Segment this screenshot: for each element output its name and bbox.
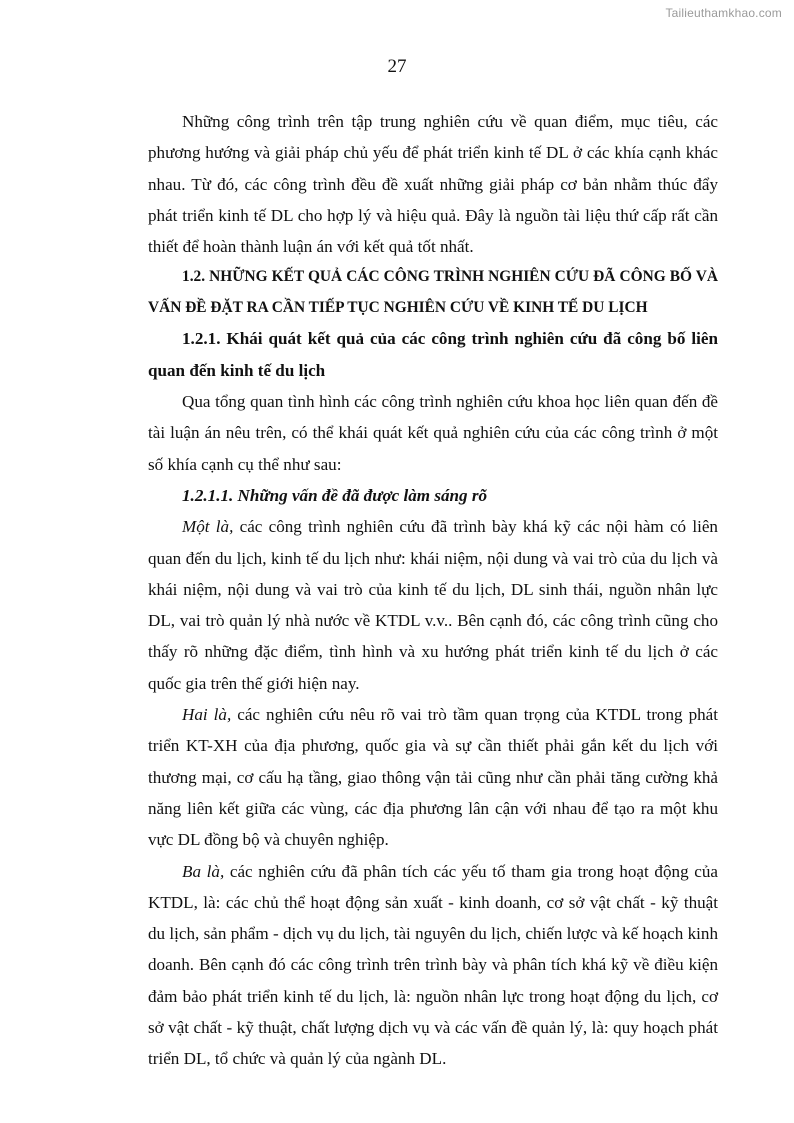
section-heading: 1.2. NHỮNG KẾT QUẢ CÁC CÔNG TRÌNH NGHIÊN CỨU ĐÃ CÔNG BỐ VÀ VẤN ĐỀ ĐẶT RA CẦN TIẾP TỤC NGHIÊN CỨU VỀ KINH TẾ DU LỊCH bbox=[148, 268, 718, 316]
first-point-paragraph bbox=[148, 511, 718, 699]
second-point-paragraph bbox=[148, 699, 718, 855]
subsubsection-heading: 1.2.1.1. Những vấn đề đã được làm sáng rõ bbox=[182, 485, 488, 505]
subsection-heading: 1.2.1. Khái quát kết quả của các công trình nghiên cứu đã công bố liên quan đến kinh tế du lịch bbox=[148, 329, 718, 380]
third-point-lead: Ba là, bbox=[182, 861, 225, 881]
page-number: 27 bbox=[387, 56, 407, 77]
intro-paragraph: Những công trình trên tập trung nghiên cứu về quan điểm, mục tiêu, các phương hướng và giải pháp chủ yếu để phát triển kinh tế DL ở các khía cạnh khác nhau. Từ đó, các công trình đều đề xuất những giải pháp cơ bản nhằm thúc đẩy phát triển kinh tế DL cho hợp lý và hiệu quả. Đây là nguồn tài liệu thứ cấp rất cần thiết để hoàn thành luận án với kết quả tốt nhất. bbox=[148, 112, 718, 257]
watermark-text: Tailieuthamkhao.com bbox=[665, 6, 782, 20]
second-point-lead: Hai là, bbox=[182, 705, 232, 725]
page-body bbox=[148, 106, 718, 1075]
overview-paragraph: Qua tổng quan tình hình các công trình nghiên cứu khoa học liên quan đến đề tài luận án nêu trên, có thể khái quát kết quả nghiên cứu của các công trình ở một số khía cạnh cụ thể như sau: bbox=[148, 392, 718, 474]
third-point-paragraph bbox=[148, 856, 718, 1075]
second-point-body: các nghiên cứu nêu rõ vai trò tầm quan trọng của KTDL trong phát triển KT-XH của địa phương, quốc gia và sự cần thiết phải gắn kết du lịch với thương mại, cơ cấu hạ tầng, giao thông vận tải cũng như cần phải tăng cường khả năng liên kết giữa các vùng, các địa phương lân cận với nhau để tạo ra một khu vực DL đồng bộ và chuyên nghiệp. bbox=[148, 705, 719, 850]
first-point-body: các công trình nghiên cứu đã trình bày khá kỹ các nội hàm có liên quan đến du lịch, kinh tế du lịch như: khái niệm, nội dung và vai trò của du lịch và khái niệm, nội dung và vai trò của kinh tế du lịch, DL sinh thái, nguồn nhân lực DL, vai trò quản lý nhà nước về KTDL v.v.. Bên cạnh đó, các công trình cũng cho thấy rõ những đặc điểm, tình hình và xu hướng phát triển kinh tế du lịch ở các quốc gia trên thế giới hiện nay. bbox=[148, 517, 718, 693]
first-point-lead: Một là, bbox=[182, 517, 234, 537]
third-point-body: các nghiên cứu đã phân tích các yếu tố tham gia trong hoạt động của KTDL, là: các chủ thể hoạt động sản xuất - kinh doanh, cơ sở vật chất - kỹ thuật du lịch, sản phẩm - dịch vụ du lịch, tài nguyên du lịch, chiến lược và kế hoạch kinh doanh. Bên cạnh đó các công trình trên trình bày và phân tích khá kỹ về điều kiện đảm bảo phát triển kinh tế du lịch, là: nguồn nhân lực trong hoạt động du lịch, cơ sở vật chất - kỹ thuật, chất lượng dịch vụ và các vấn đề quản lý, là: quy hoạch phát triển DL, tổ chức và quản lý của ngành DL. bbox=[148, 861, 718, 1069]
